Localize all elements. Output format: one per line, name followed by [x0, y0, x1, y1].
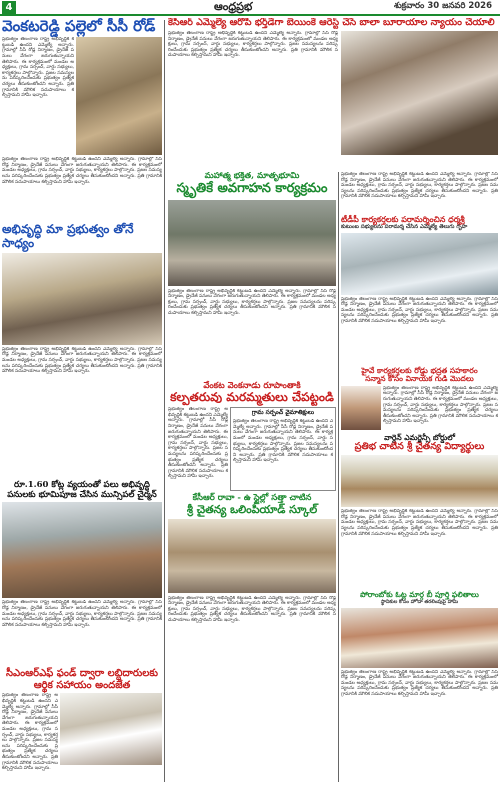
- article-photo: [2, 253, 162, 345]
- headline-chaitanya: శ్రీ చైతన్య ఒలింపియాడ్ స్కూల్: [186, 503, 318, 517]
- left-column: [2, 18, 162, 786]
- article-photo: [341, 608, 498, 668]
- headline-tdp-sub: కుటుంబ సభ్యులను పరామర్శ చేసిన ఎమ్మెల్యే తెలుగు గృహ: [341, 224, 468, 231]
- headline-venkanna: కల్పతరువు మరమ్మతులు చేపట్టండి: [170, 390, 334, 405]
- article-text: ప్రభుత్వం తెలంగాణ రాష్ట్ర అభివృద్ధికి కట్టుబడి ఉందని ఎమ్మెల్యే అన్నారు. గ్రామాల్లో సీసీ రోడ్ల నిర్మాణం, డ్రైనేజీ పనులు వేగంగా జరుగుతున్నాయని తెలిపారు. ఈ కార్యక్రమంలో మండల అధ్యక్షులు, గ్రామ సర్పంచ్, వార్డు సభ్యులు, కార్యకర్తలు పాల్గొన్నారు. ప్రజల సమస్యలను పరిష్కరించేందుకు ప్రభుత్వం ప్రత్యేక చర్యలు తీసుకుంటోందని అన్నారు. ప్రతి గ్రామానికి మౌలిక సదుపాయాలు కల్పిస్తామని హామీ ఇచ్చారు.: [383, 385, 498, 425]
- article-text: ప్రభుత్వం తెలంగాణ రాష్ట్ర అభివృద్ధికి కట్టుబడి ఉందని ఎమ్మెల్యే అన్నారు. గ్రామాల్లో సీసీ రోడ్ల నిర్మాణం, డ్రైనేజీ పనులు వేగంగా జరుగుతున్నాయని తెలిపారు. ఈ కార్యక్రమంలో మండల అధ్యక్షులు, గ్రామ సర్పంచ్, వార్డు సభ్యులు, కార్యకర్తలు పాల్గొన్నారు. ప్రజల సమస్యలను పరిష్కరించేందుకు ప్రభుత్వం ప్రత్యేక చర్యలు తీసుకుంటోందని అన్నారు. ప్రతి గ్రామానికి మౌలిక సదుపాయాలు కల్పిస్తామని హామీ ఇచ్చారు.: [168, 288, 336, 317]
- article-text: ప్రభుత్వం తెలంగాణ రాష్ట్ర అభివృద్ధికి కట్టుబడి ఉందని ఎమ్మెల్యే అన్నారు. గ్రామాల్లో సీసీ రోడ్ల నిర్మాణం, డ్రైనేజీ పనులు వేగంగా జరుగుతున్నాయని తెలిపారు. ఈ కార్యక్రమంలో మండల అధ్యక్షులు, గ్రామ సర్పంచ్, వార్డు సభ్యులు, కార్యకర్తలు పాల్గొన్నారు. ప్రజల సమస్యలను పరిష్కరించేందుకు ప్రభుత్వం ప్రత్యేక చర్యలు తీసుకుంటోందని అన్నారు. ప్రతి గ్రామానికి మౌలిక సదుపాయాలు కల్పిస్తామని హామీ ఇచ్చారు.: [341, 669, 498, 698]
- issue-date: శుక్రవారం 30 జనవరి 2026: [394, 1, 492, 11]
- box-text: ప్రభుత్వం తెలంగాణ రాష్ట్ర అభివృద్ధికి కట్టుబడి ఉందని ఎమ్మెల్యే అన్నారు. గ్రామాల్లో సీసీ రోడ్ల నిర్మాణం, డ్రైనేజీ పనులు వేగంగా జరుగుతున్నాయని తెలిపారు. ఈ కార్యక్రమంలో మండల అధ్యక్షులు, గ్రామ సర్పంచ్, వార్డు సభ్యులు, కార్యకర్తలు పాల్గొన్నారు. ప్రజల సమస్యలను పరిష్కరించేందుకు ప్రభుత్వం ప్రత్యేక చర్యలు తీసుకుంటోందని అన్నారు. ప్రతి గ్రామానికి మౌలిక సదుపాయాలు కల్పిస్తామని హామీ ఇచ్చారు.: [233, 419, 333, 464]
- headline-road-sub: సన్మాన కోసం వినాయక గుడి మొదలు: [365, 374, 474, 384]
- headline-venkanna-kicker: వేంకట వెంకనాడు రూపాంతాకి: [203, 380, 301, 391]
- headline-venkata: వెంకటరెడ్డి పల్లెలో సీసీ రోడ్: [2, 18, 156, 35]
- headline-road: హైవే కార్యకర్తలకు రోడ్డు భద్రత సహకారం: [361, 365, 478, 375]
- headline-poramboke-sub: స్థానికుల కోసం హోదా తరలింపుపై హామీ: [380, 598, 459, 605]
- info-box: [230, 407, 336, 491]
- headline-chaitanya-kicker: కేసీఆర్ రావా - ఉ స్టైల్లో సత్తా చాటిన: [192, 493, 312, 504]
- headline-martyrs-kicker: మహాత్మ భక్తిత, మాతృభూమి: [204, 172, 300, 181]
- article-photo: [341, 455, 498, 507]
- article-photo: [341, 386, 381, 430]
- article-photo: [168, 200, 336, 286]
- headline-ward: వార్డెన్ ఎమర్జెన్సీ బోర్డులో: [384, 432, 455, 442]
- masthead: [0, 0, 500, 16]
- article-text: ప్రభుత్వం తెలంగాణ రాష్ట్ర అభివృద్ధికి కట్టుబడి ఉందని ఎమ్మెల్యే అన్నారు. గ్రామాల్లో సీసీ రోడ్ల నిర్మాణం, డ్రైనేజీ పనులు వేగంగా జరుగుతున్నాయని తెలిపారు. ఈ కార్యక్రమంలో మండల అధ్యక్షులు, గ్రామ సర్పంచ్, వార్డు సభ్యులు, కార్యకర్తలు పాల్గొన్నారు. ప్రజల సమస్యలను పరిష్కరించేందుకు ప్రభుత్వం ప్రత్యేక చర్యలు తీసుకుంటోందని అన్నారు. ప్రతి గ్రామానికి మౌలిక సదుపాయాలు కల్పిస్తామని హామీ ఇచ్చారు.: [168, 30, 338, 59]
- article-text: ప్రభుత్వం తెలంగాణ రాష్ట్ర అభివృద్ధికి కట్టుబడి ఉందని ఎమ్మెల్యే అన్నారు. గ్రామాల్లో సీసీ రోడ్ల నిర్మాణం, డ్రైనేజీ పనులు వేగంగా జరుగుతున్నాయని తెలిపారు. ఈ కార్యక్రమంలో మండల అధ్యక్షులు, గ్రామ సర్పంచ్, వార్డు సభ్యులు, కార్యకర్తలు పాల్గొన్నారు. ప్రజల సమస్యలను పరిష్కరించేందుకు ప్రభుత్వం ప్రత్యేక చర్యలు తీసుకుంటోందని అన్నారు. ప్రతి గ్రామానికి మౌలిక సదుపాయాలు కల్పిస్తామని హామీ ఇచ్చారు.: [2, 37, 74, 99]
- article-photo: [341, 31, 498, 155]
- article-photo: [60, 693, 162, 765]
- headline-development: అభివృద్ధి మా ప్రభుత్వం తోనే సాధ్యం: [2, 222, 134, 251]
- article-text: ప్రభుత్వం తెలంగాణ రాష్ట్ర అభివృద్ధికి కట్టుబడి ఉందని ఎమ్మెల్యే అన్నారు. గ్రామాల్లో సీసీ రోడ్ల నిర్మాణం, డ్రైనేజీ పనులు వేగంగా జరుగుతున్నాయని తెలిపారు. ఈ కార్యక్రమంలో మండల అధ్యక్షులు, గ్రామ సర్పంచ్, వార్డు సభ్యులు, కార్యకర్తలు పాల్గొన్నారు. ప్రజల సమస్యలను పరిష్కరించేందుకు ప్రభుత్వం ప్రత్యేక చర్యలు తీసుకుంటోందని అన్నారు. ప్రతి గ్రామానికి మౌలిక సదుపాయాలు కల్పిస్తామని హామీ ఇచ్చారు.: [168, 595, 336, 624]
- article-text: ప్రభుత్వం తెలంగాణ రాష్ట్ర అభివృద్ధికి కట్టుబడి ఉందని ఎమ్మెల్యే అన్నారు. గ్రామాల్లో సీసీ రోడ్ల నిర్మాణం, డ్రైనేజీ పనులు వేగంగా జరుగుతున్నాయని తెలిపారు. ఈ కార్యక్రమంలో మండల అధ్యక్షులు, గ్రామ సర్పంచ్, వార్డు సభ్యులు, కార్యకర్తలు పాల్గొన్నారు. ప్రజల సమస్యలను పరిష్కరించేందుకు ప్రభుత్వం ప్రత్యేక చర్యలు తీసుకుంటోందని అన్నారు. ప్రతి గ్రామానికి మౌలిక సదుపాయాలు కల్పిస్తామని హామీ ఇచ్చారు.: [2, 346, 162, 375]
- column-divider: [338, 172, 339, 782]
- headline-tdp: టీడీపీ కార్యకర్తలకు పరామర్శించిన ధర్మశ్రీ: [341, 214, 465, 224]
- article-text: ప్రభుత్వం తెలంగాణ రాష్ట్ర అభివృద్ధికి కట్టుబడి ఉందని ఎమ్మెల్యే అన్నారు. గ్రామాల్లో సీసీ రోడ్ల నిర్మాణం, డ్రైనేజీ పనులు వేగంగా జరుగుతున్నాయని తెలిపారు. ఈ కార్యక్రమంలో మండల అధ్యక్షులు, గ్రామ సర్పంచ్, వార్డు సభ్యులు, కార్యకర్తలు పాల్గొన్నారు. ప్రజల సమస్యలను పరిష్కరించేందుకు ప్రభుత్వం ప్రత్యేక చర్యలు తీసుకుంటోందని అన్నారు. ప్రతి గ్రామానికి మౌలిక సదుపాయాలు కల్పిస్తామని హామీ ఇచ్చారు.: [2, 693, 58, 772]
- headline-kcr: కేసీఆర్ ఎమ్మెల్యే ఆరోపి భర్త్‌డేగా బెయింకే ఆరెస్ట్ చేసే బాలా బూరాయాల న్యాయం చేయాలి: [168, 18, 495, 28]
- box-heading: గ్రామ సర్పంచ్ వైమాతిక్షులు: [251, 409, 315, 417]
- column-divider: [164, 20, 165, 782]
- article-photo: [341, 233, 498, 295]
- paper-name: ఆంధ్రప్రభ: [214, 0, 253, 13]
- article-text: ప్రభుత్వం తెలంగాణ రాష్ట్ర అభివృద్ధికి కట్టుబడి ఉందని ఎమ్మెల్యే అన్నారు. గ్రామాల్లో సీసీ రోడ్ల నిర్మాణం, డ్రైనేజీ పనులు వేగంగా జరుగుతున్నాయని తెలిపారు. ఈ కార్యక్రమంలో మండల అధ్యక్షులు, గ్రామ సర్పంచ్, వార్డు సభ్యులు, కార్యకర్తలు పాల్గొన్నారు. ప్రజల సమస్యలను పరిష్కరించేందుకు ప్రభుత్వం ప్రత్యేక చర్యలు తీసుకుంటోందని అన్నారు. ప్రతి గ్రామానికి మౌలిక సదుపాయాలు కల్పిస్తామని హామీ ఇచ్చారు.: [341, 509, 498, 537]
- headline-martyrs: స్మృతికే అవగాహన కార్యక్రమం: [176, 180, 328, 196]
- article-photo: [2, 502, 162, 598]
- headline-ward-main: ప్రతిభ చాటిన శ్రీ చైతన్య విద్యార్థులు: [354, 441, 485, 453]
- article-text: ప్రభుత్వం తెలంగాణ రాష్ట్ర అభివృద్ధికి కట్టుబడి ఉందని ఎమ్మెల్యే అన్నారు. గ్రామాల్లో సీసీ రోడ్ల నిర్మాణం, డ్రైనేజీ పనులు వేగంగా జరుగుతున్నాయని తెలిపారు. ఈ కార్యక్రమంలో మండల అధ్యక్షులు, గ్రామ సర్పంచ్, వార్డు సభ్యులు, కార్యకర్తలు పాల్గొన్నారు. ప్రజల సమస్యలను పరిష్కరించేందుకు ప్రభుత్వం ప్రత్యేక చర్యలు తీసుకుంటోందని అన్నారు. ప్రతి గ్రామానికి మౌలిక సదుపాయాలు కల్పిస్తామని హామీ ఇచ్చారు.: [2, 157, 162, 185]
- lead-story: [168, 18, 498, 168]
- article-text: ప్రభుత్వం తెలంగాణ రాష్ట్ర అభివృద్ధికి కట్టుబడి ఉందని ఎమ్మెల్యే అన్నారు. గ్రామాల్లో సీసీ రోడ్ల నిర్మాణం, డ్రైనేజీ పనులు వేగంగా జరుగుతున్నాయని తెలిపారు. ఈ కార్యక్రమంలో మండల అధ్యక్షులు, గ్రామ సర్పంచ్, వార్డు సభ్యులు, కార్యకర్తలు పాల్గొన్నారు. ప్రజల సమస్యలను పరిష్కరించేందుకు ప్రభుత్వం ప్రత్యేక చర్యలు తీసుకుంటోందని అన్నారు. ప్రతి గ్రామానికి మౌలిక సదుపాయాలు కల్పిస్తామని హామీ ఇచ్చారు.: [341, 172, 498, 200]
- article-text: ప్రభుత్వం తెలంగాణ రాష్ట్ర అభివృద్ధికి కట్టుబడి ఉందని ఎమ్మెల్యే అన్నారు. గ్రామాల్లో సీసీ రోడ్ల నిర్మాణం, డ్రైనేజీ పనులు వేగంగా జరుగుతున్నాయని తెలిపారు. ఈ కార్యక్రమంలో మండల అధ్యక్షులు, గ్రామ సర్పంచ్, వార్డు సభ్యులు, కార్యకర్తలు పాల్గొన్నారు. ప్రజల సమస్యలను పరిష్కరించేందుకు ప్రభుత్వం ప్రత్యేక చర్యలు తీసుకుంటోందని అన్నారు. ప్రతి గ్రామానికి మౌలిక సదుపాయాలు కల్పిస్తామని హామీ ఇచ్చారు.: [168, 407, 228, 480]
- right-column: [341, 172, 498, 782]
- page-number: 4: [2, 1, 16, 14]
- article-photo: [168, 519, 336, 593]
- article-photo: [76, 37, 162, 155]
- middle-column: [168, 172, 336, 782]
- article-text: ప్రభుత్వం తెలంగాణ రాష్ట్ర అభివృద్ధికి కట్టుబడి ఉందని ఎమ్మెల్యే అన్నారు. గ్రామాల్లో సీసీ రోడ్ల నిర్మాణం, డ్రైనేజీ పనులు వేగంగా జరుగుతున్నాయని తెలిపారు. ఈ కార్యక్రమంలో మండల అధ్యక్షులు, గ్రామ సర్పంచ్, వార్డు సభ్యులు, కార్యకర్తలు పాల్గొన్నారు. ప్రజల సమస్యలను పరిష్కరించేందుకు ప్రభుత్వం ప్రత్యేక చర్యలు తీసుకుంటోందని అన్నారు. ప్రతి గ్రామానికి మౌలిక సదుపాయాలు కల్పిస్తామని హామీ ఇచ్చారు.: [2, 600, 162, 628]
- headline-poramboke: పోరాంబోకు ఓట్ల మార్గ బీ పూర్తి ఫలితాలు: [360, 590, 479, 600]
- article-text: ప్రభుత్వం తెలంగాణ రాష్ట్ర అభివృద్ధికి కట్టుబడి ఉందని ఎమ్మెల్యే అన్నారు. గ్రామాల్లో సీసీ రోడ్ల నిర్మాణం, డ్రైనేజీ పనులు వేగంగా జరుగుతున్నాయని తెలిపారు. ఈ కార్యక్రమంలో మండల అధ్యక్షులు, గ్రామ సర్పంచ్, వార్డు సభ్యులు, కార్యకర్తలు పాల్గొన్నారు. ప్రజల సమస్యలను పరిష్కరించేందుకు ప్రభుత్వం ప్రత్యేక చర్యలు తీసుకుంటోందని అన్నారు. ప్రతి గ్రామానికి మౌలిక సదుపాయాలు కల్పిస్తామని హామీ ఇచ్చారు.: [341, 296, 498, 324]
- headline-cmrf: సీఎంఆర్ఎఫ్ ఫండ్ ద్వారా లబ్ధిదారులకు ఆర్థిక సహాయం అందజేత: [5, 668, 159, 691]
- headline-crores: రూ.1.60 కోట్ల వ్యయంతో పలు అభివృద్ధి పనులకు భూమిపూజ చేసిన మున్సిపల్ చైర్మన్: [7, 479, 157, 500]
